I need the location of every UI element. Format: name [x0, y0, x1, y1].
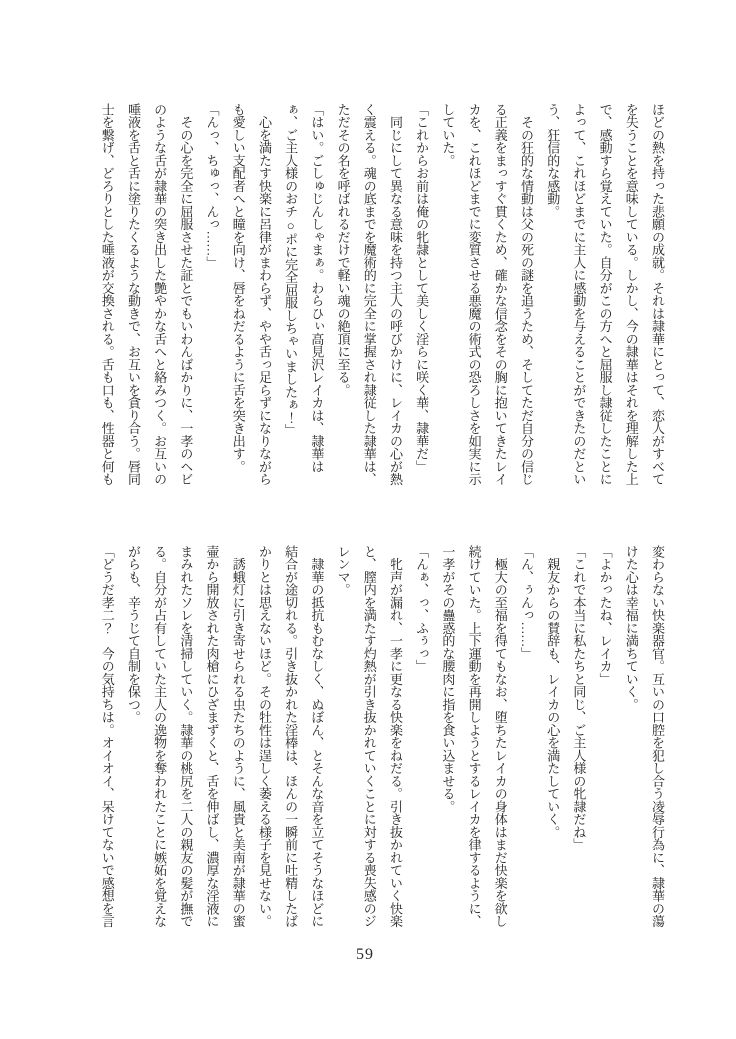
text-column: カを、これほどまでに変質させる悪魔の術式の恐ろしさを如実に示 [466, 103, 482, 486]
text-column: 「んっ、ちゅっ、んっ……」 [204, 103, 220, 269]
text-column: その心を完全に屈服させた証とでもいわんばかりに、一孝のヘビ [178, 103, 194, 486]
text-column: う、狂信的な感動。 [545, 103, 561, 218]
text-column: かりとは思えないほど。その牡性は逞しく萎える様子を見せない。 [256, 545, 272, 928]
text-column: 結合が途切れる。引き抜かれた淫棒は、ほんの一瞬前に吐精したば [283, 545, 299, 928]
text-column: レンマ。 [335, 545, 351, 596]
text-column: 変わらない快楽器官。互いの口腔を犯し合う凌辱行為に、隷華の蕩 [650, 545, 665, 928]
page-number: 59 [356, 946, 374, 963]
text-column: していた。 [440, 103, 456, 167]
text-column: 士を繋げ、どろりとした唾液が交換される。舌も口も、性器と何も [99, 103, 115, 486]
text-column: も愛しい支配者へと瞳を向け、唇をねだるように舌を突き出す。 [230, 103, 246, 473]
text-column: けた心は幸福に満ちていく。 [623, 545, 639, 711]
text-column: る正義をまっすぐ貫くため、確かな信念をその胸に抱いてきたレイ [492, 103, 508, 486]
text-column: 牝声が漏れ、一孝に更なる快楽をねだる。引き抜かれていく快楽 [387, 545, 403, 928]
text-column: 「んぁ、っ、ふぅっ」 [414, 545, 430, 673]
text-column: 同じにして異なる意味を持つ主人の呼びかけに、レイカの心が熱 [387, 103, 403, 486]
text-column: 極大の至福を得てもなお、堕ちたレイカの身体はまだ快楽を欲し [492, 545, 508, 928]
text-column: ほどの熱を持った悲願の成就。それは隷華にとって、恋人がすべて [650, 103, 665, 486]
text-column: がらも、辛うじて自制を保つ。 [125, 545, 141, 724]
text-column: 続けていた。上下運動を再開しようとするレイカを律するように、 [466, 545, 482, 928]
text-column: まみれたソレを清掃していく。隷華の桃尻を二人の親友の髪が撫で [178, 545, 194, 928]
text-column: よって、これほどまでに主人に感動を与えることができたのだとい [571, 103, 587, 486]
text-column: 「はい。ごしゅじんしゃまぁ。わらひぃ高見沢レイカは、隷華は [309, 103, 325, 473]
text-column: その狂的な情動は父の死の謎を追うため、そしてただ自分の信じ [518, 103, 534, 486]
text-column: 「どうだ孝二？ 今の気持ちは。オイオイ、呆けてないで感想を言 [99, 545, 115, 928]
text-column: 親友からの賛辞も、レイカの心を満たしていく。 [545, 545, 561, 839]
text-column: のような舌が隷華の突き出した艶やかな舌へと絡みつく。お互いの [152, 103, 168, 486]
text-column: ただその名を呼ばれるだけで軽い魂の絶頂に至る。 [335, 103, 351, 397]
text-column: 隷華の抵抗もむなしく、ぬぼん、とそんな音を立てそうなほどに [309, 545, 325, 928]
text-column: で、感動すら覚えていた。自分がこの方へと屈服し隷従したことに [597, 103, 613, 486]
text-column: ぁ、ご主人様のおチ○ポに完全屈服しちゃいましたぁ！」 [283, 103, 299, 437]
text-column: 一孝がその蠱惑的な腰肉に指を食い込ませる。 [440, 545, 456, 813]
text-column: 「これからお前は俺の牝隷として美しく淫らに咲く華、隷華だ」 [414, 103, 430, 473]
text-column: 「よかったね、レイカ」 [597, 545, 613, 686]
text-column: 唾液を舌と舌に塗りたくるような動きで、お互いを貪り合う。唇同 [125, 103, 141, 486]
text-column: る。自分が占有していた主人の逸物を奪われたことに嫉妬を覚えな [152, 545, 168, 928]
text-block-top [92, 103, 670, 491]
text-column: 「これで本当に私たちと同じ、ご主人様の牝隷だね」 [571, 545, 587, 851]
text-column: 誘蛾灯に引き寄せられる虫たちのように、風貴と美南が隷華の蜜 [230, 545, 246, 928]
text-column: 壷から開放された肉槍にひざまずくと、舌を伸ばし、濃厚な淫液に [204, 545, 220, 928]
text-column: 心を満たす快楽に呂律がまわらず、やや舌っ足らずになりながら [256, 103, 272, 486]
text-column: 「ん、ぅんっ……」 [518, 545, 534, 660]
text-column: を失うことを意味している。しかし、今の隷華はそれを理解した上 [623, 103, 639, 486]
text-block-bottom [92, 545, 670, 933]
text-column: く震える。魂の底までを魔術的に完全に掌握され隷従した隷華は、 [361, 103, 377, 486]
text-column: と、膣内を満たす灼熱が引き抜かれていくことに対する喪失感のジ [361, 545, 377, 928]
